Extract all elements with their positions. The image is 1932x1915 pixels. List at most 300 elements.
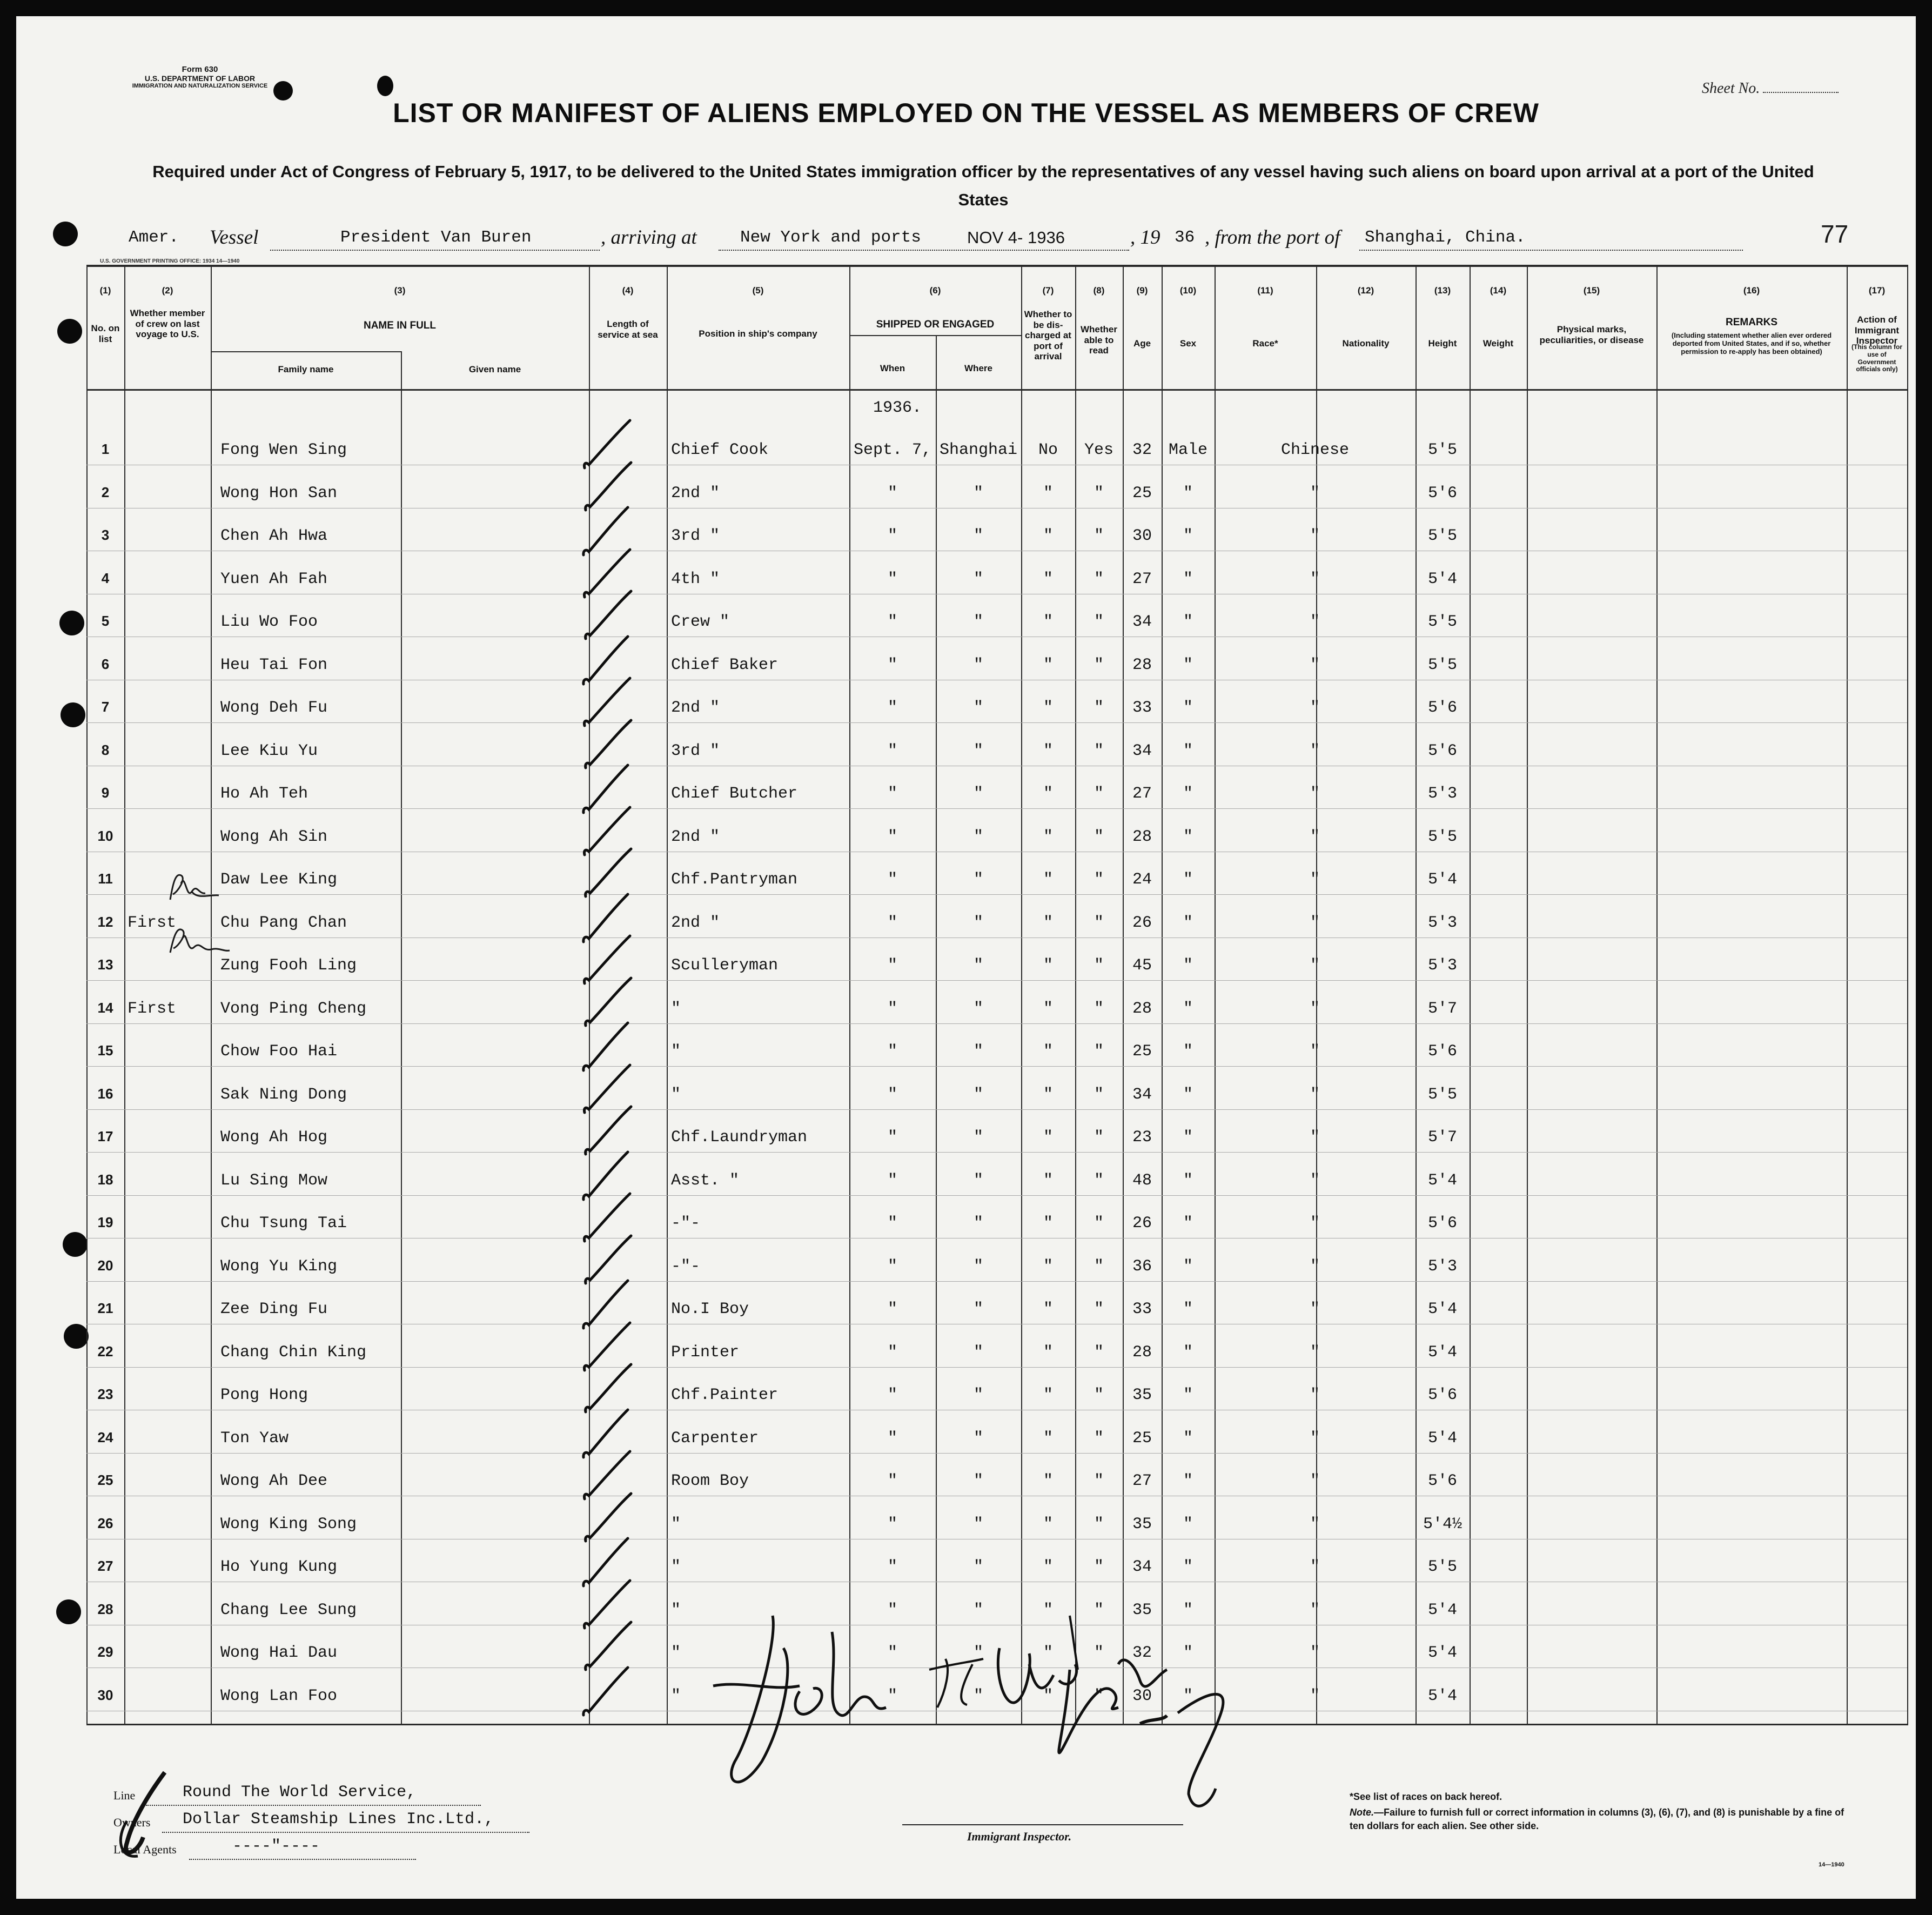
shipped-where-cell: " [973,785,983,803]
sex-cell: " [1183,1686,1193,1705]
shipped-when-cell: " [887,1042,897,1061]
header-age: Age [1133,338,1151,349]
position-cell: Chief Baker [671,655,779,674]
age-cell: 25 [1132,1429,1152,1448]
crew-name-cell: Lee Kiu Yu [220,741,318,760]
row-number: 27 [97,1558,113,1574]
race-cell: " [1310,1644,1320,1662]
shipped-when-cell: " [887,1429,897,1448]
discharged-cell: " [1043,1429,1053,1448]
sex-cell: " [1183,1558,1193,1576]
race-cell: " [1310,1601,1320,1619]
position-cell: Chf.Laundryman [671,1128,808,1147]
shipped-where-cell: " [973,1214,983,1233]
height-cell: 5'7 [1427,999,1457,1018]
column-number: (10) [1179,285,1197,296]
header-discharged: Whether to be dis-charged at port of arrival [1024,309,1072,362]
position-cell: -"- [671,1214,701,1233]
row-number: 11 [98,871,113,887]
height-cell: 5'6 [1427,1042,1457,1061]
age-cell: 32 [1132,1644,1152,1662]
punch-hole [377,76,393,96]
age-cell: 27 [1132,1472,1152,1490]
shipped-when-cell: " [887,1644,897,1662]
shipped-when-cell: " [887,527,897,545]
column-number: (16) [1743,285,1760,296]
row-number: 8 [101,741,110,758]
race-cell: " [1310,1343,1320,1362]
sex-cell: " [1183,1257,1193,1276]
able-to-read-cell: " [1094,570,1104,588]
crew-name-cell: Wong Yu King [220,1257,338,1276]
age-cell: 24 [1132,871,1152,889]
crew-name-cell: Heu Tai Fon [220,655,328,674]
age-cell: 34 [1132,613,1152,631]
from-port-label: , from the port of [1205,226,1340,249]
sex-cell: " [1183,1429,1193,1448]
crew-name-cell: Chang Chin King [220,1343,367,1362]
column-number: (11) [1257,285,1273,296]
position-cell: 2nd " [671,699,720,717]
age-cell: 32 [1132,441,1152,459]
column-number: (1) [99,285,111,296]
discharged-cell: " [1043,741,1053,760]
discharged-cell: " [1043,999,1053,1018]
age-cell: 34 [1132,1085,1152,1104]
shipped-when-cell: " [887,1343,897,1362]
row-number: 28 [97,1601,113,1617]
shipped-where-cell: " [973,871,983,889]
page-subtitle: Required under Act of Congress of February 5, 1917, to be delivered to the United States immigration officer by the representatives of any vessel having such aliens on board upon arrival at a port of the United States [152,162,1814,209]
header-family-name: Family name [278,364,334,374]
sex-cell: " [1183,1171,1193,1190]
discharged-cell: " [1043,1686,1053,1705]
row-number: 4 [101,570,110,586]
shipped-when-cell: " [887,1085,897,1104]
race-cell: " [1310,785,1320,803]
shipped-when-cell: " [887,1171,897,1190]
height-cell: 5'5 [1427,1085,1457,1104]
able-to-read-cell: " [1094,1515,1104,1534]
shipped-where-cell: " [973,1644,983,1662]
form-number: Form 630 [182,65,218,74]
row-number: 15 [97,1042,113,1059]
shipped-where-cell: " [973,1686,983,1705]
discharged-cell: " [1043,1042,1053,1061]
department-name: U.S. DEPARTMENT OF LABOR [144,74,256,83]
crew-name-cell: Wong Hon San [220,484,338,503]
age-cell: 25 [1132,484,1152,503]
column-number: (15) [1583,285,1600,296]
shipped-where-cell: " [973,1343,983,1362]
shipped-where-cell: " [973,613,983,631]
height-cell: 5'4 [1427,1686,1457,1705]
age-cell: 25 [1132,1042,1152,1061]
sex-cell: " [1183,871,1193,889]
row-number: 14 [97,999,113,1016]
race-cell: " [1310,1214,1320,1233]
handwritten-initials [159,862,235,1002]
age-cell: 33 [1132,699,1152,717]
shipped-where-cell: " [973,484,983,503]
shipped-where-cell: " [973,741,983,760]
height-cell: 5'5 [1427,441,1457,459]
discharged-cell: " [1043,1214,1053,1233]
header-height: Height [1428,338,1457,349]
shipped-when-cell: " [887,613,897,631]
row-number: 12 [97,913,113,930]
shipped-where-cell: " [973,999,983,1018]
shipped-when-cell: " [887,913,897,932]
height-cell: 5'5 [1427,527,1457,545]
height-cell: 5'3 [1427,956,1457,975]
row-number: 6 [101,655,110,672]
sex-cell: " [1183,484,1193,503]
race-cell: " [1310,827,1320,846]
age-cell: 23 [1132,1128,1152,1147]
shipped-when-cell: " [887,484,897,503]
form-identification [81,65,319,90]
arriving-port: New York and ports [740,228,921,247]
shipped-when-cell: " [887,999,897,1018]
printing-office-note: U.S. GOVERNMENT PRINTING OFFICE: 1934 14—1940 [100,258,240,264]
age-cell: 35 [1132,1515,1152,1534]
discharged-cell: " [1043,570,1053,588]
shipped-when-cell: " [887,785,897,803]
able-to-read-cell: " [1094,1171,1104,1190]
shipped-where-cell: " [973,570,983,588]
shipped-where-cell: " [973,1171,983,1190]
row-number: 25 [97,1472,113,1488]
height-cell: 5'4½ [1423,1515,1462,1534]
shipped-where-cell: " [973,1429,983,1448]
note-label: Note. [1350,1807,1374,1818]
position-cell: -"- [671,1257,701,1276]
crew-name-cell: Fong Wen Sing [220,441,347,459]
position-cell: Chf.Painter [671,1386,779,1404]
able-to-read-cell: " [1094,1558,1104,1576]
crew-name-cell: Zung Fooh Ling [220,956,357,975]
discharged-cell: " [1043,1128,1053,1147]
row-number: 29 [97,1644,113,1660]
shipped-where-cell: " [973,1472,983,1490]
shipped-where-cell: " [973,1601,983,1619]
shipped-where-cell: " [973,1128,983,1147]
crew-name-cell: Ho Yung Kung [220,1558,338,1576]
header-able-to-read: Whether able to read [1081,324,1117,356]
header-length-service: Length of service at sea [598,319,658,340]
local-agents-label: Local Agents [113,1843,177,1856]
shipped-when-cell: " [887,655,897,674]
height-cell: 5'3 [1427,1257,1457,1276]
discharged-cell: " [1043,527,1053,545]
line-label: Line [113,1789,136,1802]
column-number: (2) [162,285,173,296]
discharged-cell: " [1043,871,1053,889]
able-to-read-cell: " [1094,699,1104,717]
service-name: IMMIGRATION AND NATURALIZATION SERVICE [132,83,268,90]
discharged-cell: " [1043,1601,1053,1619]
race-cell: " [1310,1085,1320,1104]
crew-name-cell: Wong Ah Dee [220,1472,328,1490]
height-cell: 5'4 [1427,1644,1457,1662]
shipped-where-cell: " [973,1085,983,1104]
age-cell: 34 [1132,741,1152,760]
header-remarks: REMARKS [1725,317,1778,328]
discharged-cell: " [1043,913,1053,932]
discharged-cell: " [1043,1515,1053,1534]
height-cell: 5'6 [1427,1214,1457,1233]
row-number: 26 [97,1515,113,1531]
age-cell: 33 [1132,1300,1152,1318]
shipped-where-cell: " [973,1300,983,1318]
header-previous-voyage: Whether member of crew on last voyage to U.S. [130,308,205,340]
shipped-when-cell: " [887,1472,897,1490]
race-cell: " [1310,1128,1320,1147]
able-to-read-cell: " [1094,1300,1104,1318]
header-inspector-note: (This column for use of Government officials only) [1852,343,1902,373]
race-cell: " [1310,527,1320,545]
discharged-cell: " [1043,1343,1053,1362]
shipped-when-cell: " [887,1686,897,1705]
height-cell: 5'6 [1427,699,1457,717]
arrival-date-stamp: NOV 4- 1936 [967,228,1065,247]
race-cell: " [1310,484,1320,503]
punch-hole [61,702,85,727]
discharged-cell: " [1043,484,1053,503]
able-to-read-cell: " [1094,484,1104,503]
sex-cell: " [1183,655,1193,674]
punch-hole [59,611,84,635]
sex-cell: " [1183,1386,1193,1404]
height-cell: 5'4 [1427,1429,1457,1448]
age-cell: 28 [1132,827,1152,846]
inspector-signature [692,1599,1259,1848]
row-number: 3 [101,527,110,543]
position-cell: " [671,1558,681,1576]
punch-hole [63,1232,88,1257]
height-cell: 5'6 [1427,1386,1457,1404]
column-number: (12) [1357,285,1374,296]
race-footnote: *See list of races on back hereof. [1350,1791,1502,1802]
crew-name-cell: Ton Yaw [220,1429,289,1448]
sex-cell: " [1183,1601,1193,1619]
able-to-read-cell: " [1094,613,1104,631]
age-cell: 48 [1132,1171,1152,1190]
fine-notice [1350,1806,1857,1833]
position-cell: 2nd " [671,827,720,846]
row-number: 16 [97,1085,113,1102]
able-to-read-cell: " [1094,827,1104,846]
able-to-read-cell: " [1094,1214,1104,1233]
height-cell: 5'5 [1427,613,1457,631]
race-cell: " [1310,570,1320,588]
row-number: 24 [97,1429,113,1445]
position-cell: " [671,1085,681,1104]
crew-name-cell: Daw Lee King [220,871,338,889]
discharged-cell: " [1043,1257,1053,1276]
sex-cell: " [1183,956,1193,975]
position-cell: Carpenter [671,1429,759,1448]
punch-hole [64,1324,89,1349]
age-cell: 27 [1132,785,1152,803]
column-number: (4) [622,285,634,296]
position-cell: " [671,1601,681,1619]
shipped-where-cell: " [973,699,983,717]
column-number: (17) [1868,285,1886,296]
from-port: Shanghai, China. [1365,228,1526,247]
row-number: 19 [97,1214,113,1230]
crew-name-cell: Wong Lan Foo [220,1686,338,1705]
position-cell: No.I Boy [671,1300,749,1318]
discharged-cell: " [1043,1171,1053,1190]
header-when: When [880,363,905,373]
race-cell: " [1310,913,1320,932]
crew-name-cell: Wong King Song [220,1515,357,1534]
shipped-when-cell: " [887,570,897,588]
height-cell: 5'4 [1427,1601,1457,1619]
shipped-when-cell: " [887,1386,897,1404]
shipped-where-cell: " [973,1042,983,1061]
row-number: 2 [101,484,110,500]
sex-cell: " [1183,699,1193,717]
position-cell: 3rd " [671,741,720,760]
able-to-read-cell: " [1094,1686,1104,1705]
position-cell: 4th " [671,570,720,588]
shipped-when-cell: " [887,1515,897,1534]
row-number: 10 [97,827,113,844]
race-cell: " [1310,956,1320,975]
shipped-where-cell: " [973,913,983,932]
column-number: (13) [1434,285,1451,296]
header-nationality: Nationality [1342,338,1390,349]
shipped-when-cell: " [887,827,897,846]
shipped-when-cell: Sept. 7, [853,441,932,459]
height-cell: 5'4 [1427,1171,1457,1190]
row-number: 20 [97,1257,113,1274]
able-to-read-cell: " [1094,1472,1104,1490]
crew-name-cell: Chu Tsung Tai [220,1214,347,1233]
discharged-cell: " [1043,1472,1053,1490]
shipping-year: 1936. [873,399,922,417]
sex-cell: " [1183,570,1193,588]
discharged-cell: " [1043,1644,1053,1662]
able-to-read-cell: " [1094,1257,1104,1276]
form-code: 14—1940 [1819,1862,1844,1868]
height-cell: 5'5 [1427,827,1457,846]
check-mark [578,1661,638,1720]
row-number: 9 [101,785,110,801]
able-to-read-cell: " [1094,785,1104,803]
able-to-read-cell: " [1094,1042,1104,1061]
age-cell: 36 [1132,1257,1152,1276]
age-cell: 28 [1132,1343,1152,1362]
able-to-read-cell: " [1094,1386,1104,1404]
age-cell: 35 [1132,1386,1152,1404]
sex-cell: " [1183,913,1193,932]
crew-name-cell: Wong Ah Sin [220,827,328,846]
sex-cell: " [1183,827,1193,846]
age-cell: 30 [1132,1686,1152,1705]
age-cell: 34 [1132,1558,1152,1576]
crew-name-cell: Chow Foo Hai [220,1042,338,1061]
race-cell: " [1310,655,1320,674]
crew-name-cell: Chen Ah Hwa [220,527,328,545]
position-cell: 3rd " [671,527,720,545]
header-race: Race* [1252,338,1278,349]
able-to-read-cell: " [1094,655,1104,674]
race-cell: " [1310,1257,1320,1276]
discharged-cell: " [1043,956,1053,975]
sex-cell: " [1183,785,1193,803]
race-cell: " [1310,1300,1320,1318]
line-value: Round The World Service, [183,1783,417,1802]
discharged-cell: " [1043,1085,1053,1104]
row-number: 21 [97,1300,113,1316]
discharged-cell: " [1043,785,1053,803]
crew-name-cell: Wong Hai Dau [220,1644,338,1662]
shipped-where-cell: " [973,827,983,846]
row-number: 1 [101,441,110,457]
height-cell: 5'3 [1427,785,1457,803]
sex-cell: " [1183,1128,1193,1147]
discharged-cell: " [1043,1558,1053,1576]
able-to-read-cell: " [1094,1343,1104,1362]
able-to-read-cell: Yes [1084,441,1113,459]
column-number: (7) [1042,285,1054,296]
position-cell: Chief Cook [671,441,769,459]
race-cell: " [1310,1171,1320,1190]
row-number: 13 [97,956,113,973]
position-cell: Asst. " [671,1171,740,1190]
header-given-name: Given name [468,364,521,374]
race-cell: " [1310,1472,1320,1490]
crew-name-cell: Lu Sing Mow [220,1171,328,1190]
crew-name-cell: Yuen Ah Fah [220,570,328,588]
shipped-where-cell: " [973,1558,983,1576]
shipped-when-cell: " [887,871,897,889]
owners-value: Dollar Steamship Lines Inc.Ltd., [183,1810,494,1829]
crew-table [86,265,1908,1751]
shipped-when-cell: " [887,699,897,717]
local-agents-value: ----"---- [232,1837,320,1856]
able-to-read-cell: " [1094,1601,1104,1619]
note-text: —Failure to furnish full or correct information in columns (3), (6), (7), and (8) is punishable by a fine of ten dollars for each alien. See other side. [1350,1807,1844,1832]
race-cell: " [1310,741,1320,760]
race-cell: " [1310,1429,1320,1448]
owners-label: Owners [113,1816,151,1829]
crew-name-cell: Wong Ah Hog [220,1128,328,1147]
height-cell: 5'6 [1427,1472,1457,1490]
vessel-name: President Van Buren [340,228,532,247]
height-cell: 5'7 [1427,1128,1457,1147]
row-number: 17 [97,1128,113,1144]
year-prefix: , 19 [1130,226,1160,249]
height-cell: 5'4 [1427,871,1457,889]
sex-cell: " [1183,1472,1193,1490]
crew-name-cell: Pong Hong [220,1386,308,1404]
position-cell: 2nd " [671,913,720,932]
height-cell: 5'6 [1427,741,1457,760]
crew-name-cell: Chu Pang Chan [220,913,347,932]
page-number: 77 [1821,220,1849,248]
able-to-read-cell: " [1094,1429,1104,1448]
able-to-read-cell: " [1094,956,1104,975]
punch-hole [57,319,82,344]
age-cell: 30 [1132,527,1152,545]
sex-cell: " [1183,1644,1193,1662]
shipped-where-cell: " [973,1257,983,1276]
